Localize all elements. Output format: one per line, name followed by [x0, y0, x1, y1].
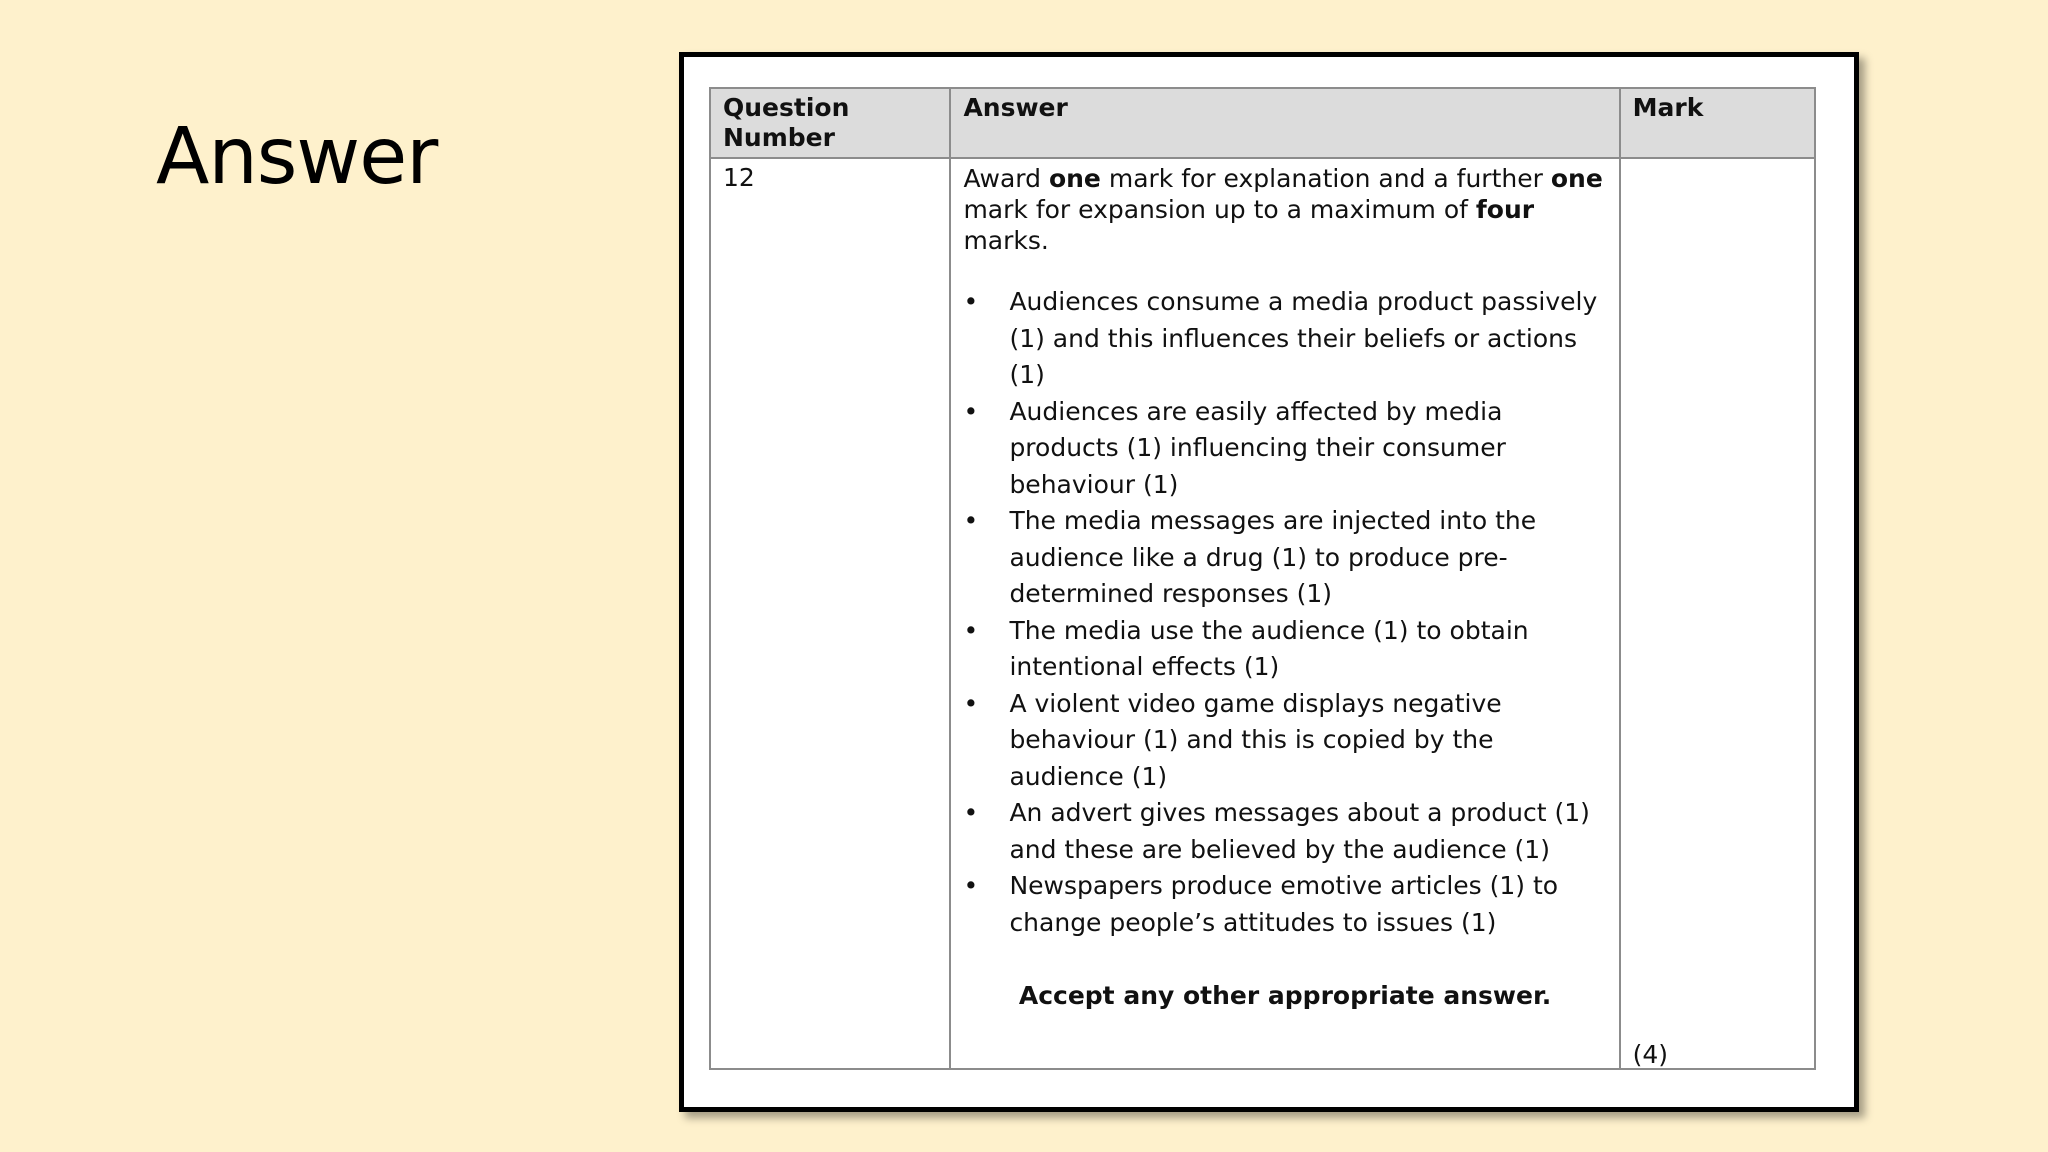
- header-question-number: Question Number: [710, 88, 950, 158]
- intro-bold: one: [1550, 164, 1603, 193]
- list-item: [963, 868, 1606, 941]
- mark-cell: [1620, 158, 1815, 1069]
- list-item: [963, 795, 1606, 868]
- table-header-row: [710, 88, 1815, 158]
- bullet-icon: •: [963, 688, 979, 718]
- list-item-text: The media use the audience (1) to obtain intentional effects (1): [1009, 615, 1529, 681]
- mark-scheme-table: [709, 87, 1816, 1070]
- list-item-text: A violent video game displays negative behaviour (1) and this is copied by the audience (1): [1009, 688, 1502, 791]
- list-item: [963, 503, 1606, 613]
- bullet-icon: •: [963, 615, 979, 645]
- list-item-text: The media messages are injected into the audience like a drug (1) to produce pre-determined responses (1): [1009, 506, 1537, 608]
- header-answer: Answer: [950, 88, 1619, 158]
- bullet-icon: •: [963, 287, 979, 316]
- intro-text: mark for expansion up to a maximum of: [963, 195, 1476, 224]
- list-item-text: An advert gives messages about a product (1) and these are believed by the audience (1): [1009, 798, 1590, 864]
- list-item: [963, 613, 1606, 686]
- answer-cell: [950, 158, 1619, 1069]
- list-item: [963, 686, 1606, 796]
- intro-text: marks.: [963, 226, 1049, 255]
- intro-text: mark for explanation and a further: [1100, 164, 1551, 193]
- slide-title: Answer: [156, 112, 438, 202]
- mark-scheme-image: [679, 52, 1859, 1112]
- intro-bold: one: [1048, 164, 1101, 193]
- bullet-icon: •: [963, 396, 979, 426]
- bullet-icon: •: [963, 798, 979, 827]
- intro-text: Award: [963, 164, 1049, 193]
- list-item-text: Audiences consume a media product passively (1) and this influences their beliefs or actions (1): [1009, 287, 1598, 389]
- list-item-text: Audiences are easily affected by media products (1) influencing their consumer behaviour (1): [1009, 396, 1506, 499]
- list-item: [963, 394, 1606, 504]
- bullet-icon: •: [963, 871, 979, 900]
- answer-intro: [963, 163, 1606, 256]
- answer-points-list: [963, 284, 1606, 941]
- mark-value: (4): [1632, 1040, 1669, 1069]
- header-mark: Mark: [1620, 88, 1815, 158]
- table-row: [710, 158, 1815, 1069]
- question-number-cell: 12: [710, 158, 950, 1069]
- bullet-icon: •: [963, 506, 979, 535]
- accept-note: Accept any other appropriate answer.: [1018, 981, 1552, 1010]
- intro-bold: four: [1475, 195, 1535, 224]
- list-item-text: Newspapers produce emotive articles (1) to change people’s attitudes to issues (1): [1009, 871, 1559, 937]
- list-item: [963, 284, 1606, 394]
